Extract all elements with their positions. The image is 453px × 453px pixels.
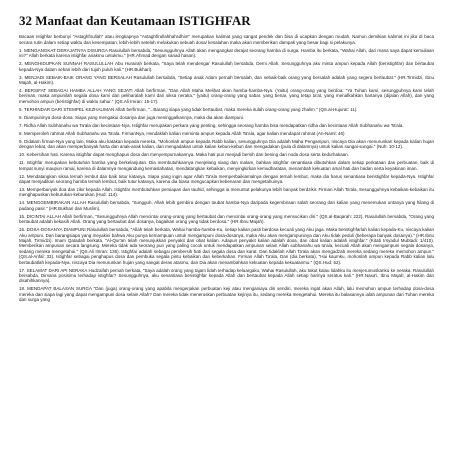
list-item: 9. Didalam firman-Nya yang lain, Maka aku katakan kepada mereka, "Mohonlah ampun kepada Rabb kalian, sesungguhnya Dia adalah Maha Pengampun, niscaya Dia akan menurunkan kepada kalian hujan dengan lebat, dan akan memperbanyak harta dan anak-anak kalian, dan mengadakan untuk kalian kebun-kebun dan mengadakan (pula di dalamnya) untuk kalian sungai-sungai." (Nuh: 10-12). (19, 138, 434, 150)
list-item: 7. Ridha Allah Subhanahu wa Ta'ala dan kecintaan-Nya. Istighfar merupakan perkara yang penting, sehingga seorang hamba bisa mendapatkan ridha dan kecintaan Allah Subhanahu wa Ta'ala. (19, 122, 404, 128)
list-item: 18. MENDAPAT BALASAN SURGA "Dan (juga) orang-orang yang apabila mengerjakan perbuatan keji atau menganiaya diri sendiri, mereka ingat akan Allah, lalu memohon ampun terhadap dosa-dosa mereka dan siapa lagi yang dapat mengampuni dosa selain Allah? Dan mereka tidak meneruskan perbuatan kejinya itu, sedang mereka mengetahui. Mereka itu balasannya ialah ampunan dari Tuhan mereka dan surga yang (19, 286, 434, 303)
list-item: 14. MENGGEMBIRAKAN ALLAH Rasulullah bersabda, "Sungguh, Allah lebih gembira dengan taubat hamba-Nya daripada kegembiraan salah seorang dari kalian yang menemukan untanya yang hilang di padang pasir." (HR.Bukhari dan Muslim). (19, 200, 434, 211)
list-item: 6. Diampuninya dosa-dosa. Siapa yang mengakui dosanya dan juga meninggalkannya, maka dia akan diampuni. (19, 114, 245, 120)
list-item: 1. MENGANGKAT DERAJATNYA DISURGA Rasulullah bersabda, "Sesungguhnya Allah akan mengangkat derajat seorang hamba di surga. Hamba itu berkata, "Wahai Allah, dari mana saya dapat kemuliaan ini?" Allah berkata karena istighfar anakmu untukmu." (HR.Ahmad dengan sanad hasan). (19, 47, 434, 59)
list-item: 12. Mendatangkan siksa ternah lembut dan baik tutur katanya. Siapa yang ingin agar Allah Ta'ala memperbaikiamalnya dengan ternah lembut, maka dia harus senantiasa beristighfar kepada-Nya. Istighfar dapat menjadikan seorang hamba ternah lembut, baik tutur katanya, karena dia biasa mengucapkan kebenaran dan mengetahuinya. (19, 173, 434, 184)
list-item: 17. SELAMAT DARI API NERAKA Hudzaifah pernah berkata, "Saya adalah orang yang tajam lidah terhadap keluargaku, Wahai Rasulullah, aku takut kalau lidahku itu menjerumuskanku ke neraka. Rasulullah bersabda, Dimana posisimu terhadap istighfar? Sesungguhnya, aku senantiasa beristighfar kepada Allah dan bertaubat kepada Allah setiap harinya seratus kali." (HR.Nasa'i, Ibnu Majah, al-Hakim dan disahihkannya). (19, 267, 434, 284)
list-item: 5. TERHINDAR DARI STEMPEL KEZHALIMAN Allah berfirman, "...Barang siapa yang tidak bertaubat, maka mereka itulah orang-orang yang zhalim." (QS.al-Hujurat: 11). (19, 106, 358, 112)
benefit-list (19, 48, 434, 303)
list-item: 13. Memperbanyak doa dan zikir kepada Allah. Istighfar membutuhkan persiapan dan tauhid, sehingga ia menuntut pelakunya lebih banyak berdzikir. Firman Allah Ta'ala, Sesungguhnya kebaikan-kebaikan itu menghapuskan keburukan-keburukan (Hud: 114). (19, 186, 434, 198)
list-item: 11. Istighfar merupakan kebutuhan hamba yang berkelanjutan. Dia membutuhkannya menjelang siang dan malam, bahkan istighfar senantiasa dibutuhkan dalam setiap perkataan dan perbuatan, baik di tempat sunyi maupun ramai, karena di dalamnya mengandung kemaslahatan, mendatangkan kebaikan, menyingkirkan kemudharatan, menambah kekuatan amal hati dan badan serta keyakinan iman. (19, 160, 434, 171)
list-item: 2. MENGHIDUPKAN SUNNAH RASULULLAH Abu Hurairah berkata, "Saya telah mendengar Rasulullah bersabda, Demi Allah, Sesungguhnya aku minta ampun kepada Allah (beristighfar) dan bertaubat kepada-Nya dalam sehari lebih dari tujuh puluh kali." (HR.Bukhari). (19, 61, 434, 72)
list-item: 8. Memperoleh rahmat Allah Subhanahu wa Ta'ala. FirmanNya, Hendaklah kalian meminta ampun kepada Allah Ta'ala, agar kalian mendapat rahmat (An-Naml: 46) (19, 130, 345, 136)
article-intro: Bacaan Istighfar berbunyi "Astaghfirullah" atau lengkapnya "Astaghfirullahhal'adhim" merupakan kalimat yang sangat pendek dan bisa di ucapkan dengan mudah. Namun demikian kalimat ini jika di baca secara rutin dalam setiap waktu dan kesempatan, lebih-lebih setelah melakukan sebuah dosa/ kesalahan maka akan memberikan dampak yang besar bagi si pelakunya. (19, 34, 434, 45)
list-item: 4. BERSIFAT SEBAGAI HAMBA ALLAH YANG SEJATI Allah berfirman, "Dan Allah Maha Melihat akan hamba-hamba-Nya. (Yaitu) orang-orang yang berdoa: "Ya Tuhan kami, sesungguhnya kami telah beriman, maka ampunilah segala dosa kami dan peliharalah kami dari siksa neraka," (yaitu) orang-orang yang sabar, yang benar, yang tetap ta'at, yang menafkahkan hartanya (dijalan Allah), dan yang memohon ampun (beristighfar) di waktu sahur." (QS.Ali Imran: 15-17). (19, 87, 434, 104)
article-title: 32 Manfaat dan Keutamaan ISTIGHFAR (19, 13, 251, 28)
list-item: 15. DICINTAI ALLAH Allah berfirman, "Sesungguhnya Allah mencintai orang-orang yang bertaubat dan mencintai orang-orang yang mensucikan diri." (QS.al-Baqarah: 222). Rasulullah bersabda, "Orang yang bertaubat adalah kekasih Allah. Orang yang bertaubat dari dosanya, bagaikan orang yang tidak berdosa." (HR.Ibnu Majah). (19, 213, 434, 225)
list-item: 16. DOSA-DOSANYA DIAMPUNI Rasulullah bersabda, "Allah telah berkata, Wahai hamba-hamba-Ku, setiap kalian pasti berdosa kecuali yang Aku jaga. Maka beristighfarlah kalian kepada-Ku, niscaya kalian Aku ampuni. Dan barangsiapa yang meyakini bahwa Aku punya kemampuan untuk mengampuni dosa-dosanya, maka Aku akan mengampuninya dan Aku tidak peduli (beberapa banyak dosanya)." (HR.Ibnu Majah, Tirmidzi). Imam Qatadah berkata, "Al-Qur'an telah menunjukkan penyakit dan obat kalian. Adapun penyakit kalian adalah dosa, dan obat kalian adalah istighfar." (Kitab Irsyadul Mubtadi: 1/410). Memberikan ampunan secara langsung. Mereka tidak ada seorang pun yang paling cocok untuk mendapatkan ampunan selain Allah subhanahu wa ta'ala, kecuali Allah akan mengampuni segala dosanya, sedang mereka mengetahui." (QS.Ali Imran: 135). Istighfar adalah sebagai pembersih hati dari segala dosa dan karat. Dan tidaklah Allah Ta'ala akan mengadzab mereka sedang mereka memohon ampun." (QS.al-Anfal: 33). Istighfar sebagai penghapus dosa dan pembuka segala pintu kebaikan dan keberkahan. Firman Allah Ta'ala, Dan (dia berkata), "Hai kaumku, mohonlah ampun kepada Rabb kalian lalu bertaubatlah kepada-Nya, niscaya Dia menurunkan hujan yang sangat deras atasmu, dan Dia akan menambahkan kekuatan kepada kekuatanmu." (QS.Hud: 52). (19, 227, 434, 265)
list-item: 10. Kebersihan hati. Karena istighfar dapat menghapus dosa dan menyempurnakannya. Maka hati pun menjadi bersih dan bening dari noda dosa serta kedurhakaan. (19, 152, 349, 158)
list-item: 3. MENJADI SEBAIK-BAIK ORANG YANG BERSALAH Rasulullah bersabda, "Setiap anak Adam pernah bersalah, dan sebaik-baik orang yang bersalah adalah yang segera bertaubat." (HR.Tirmidzi, Ibnu Majah, al-Hakim). (19, 74, 434, 85)
